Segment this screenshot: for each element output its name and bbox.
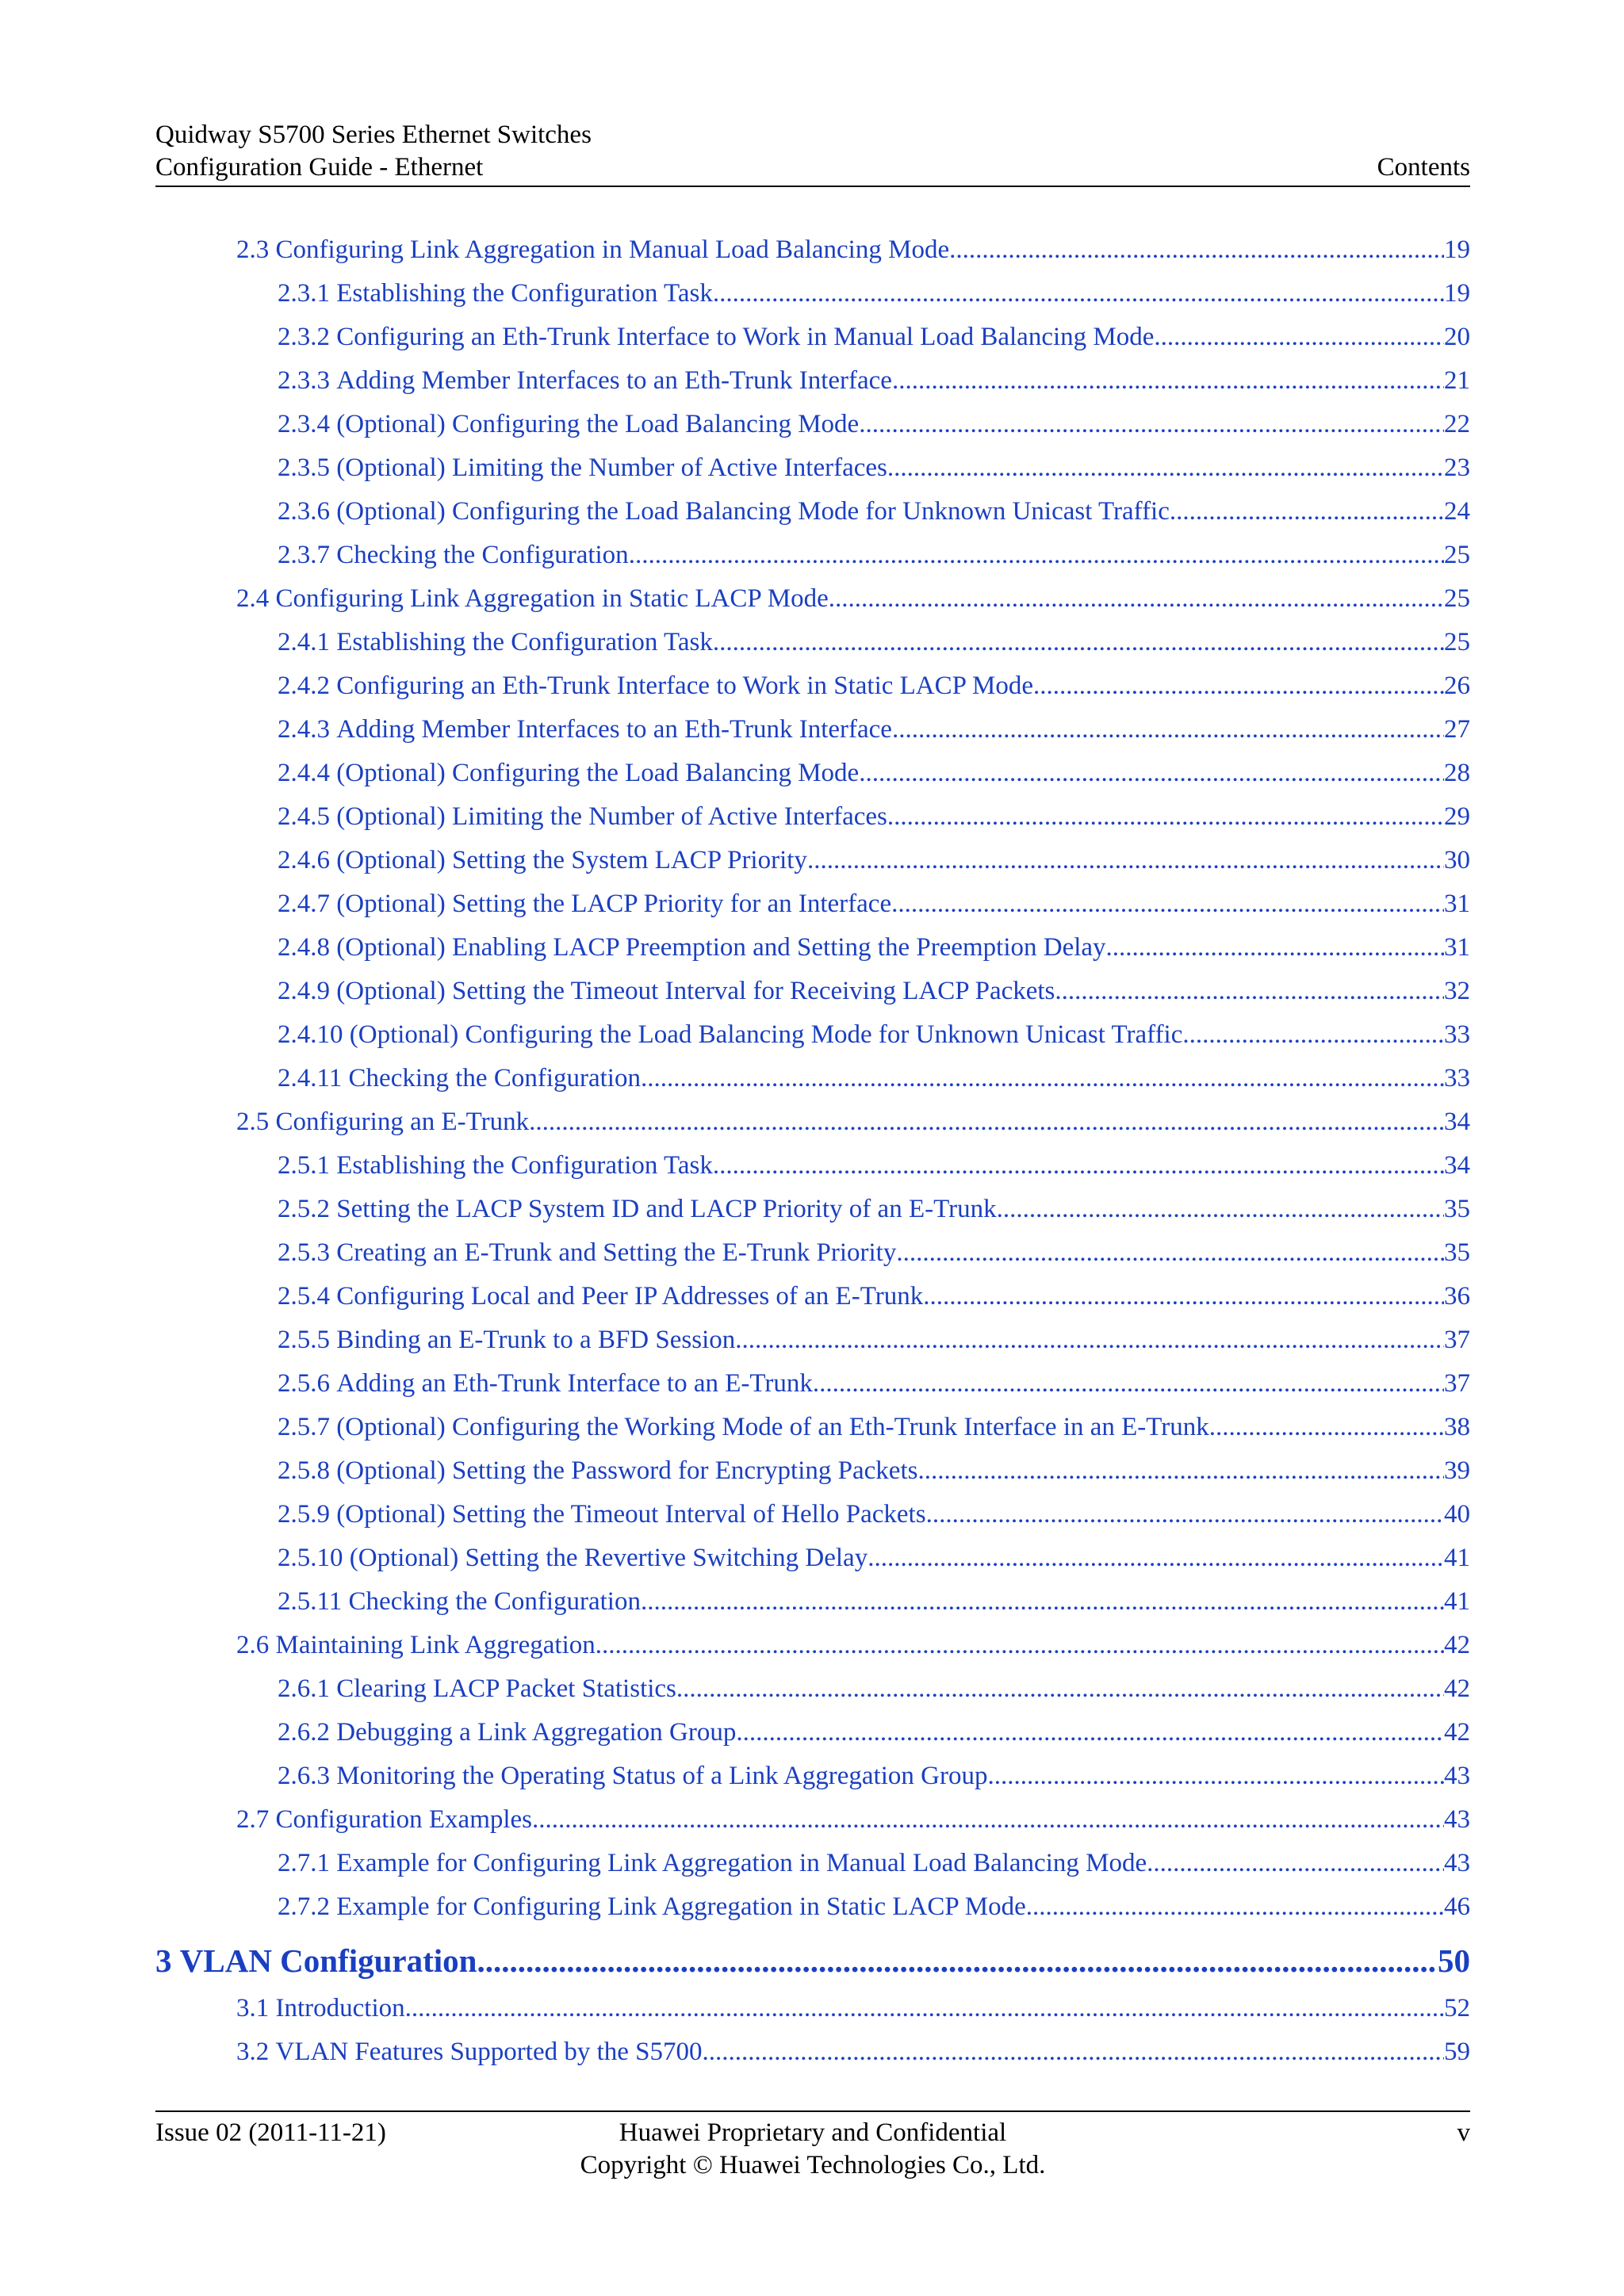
- toc-entry-number: 2.3.6: [278, 497, 330, 526]
- toc-dot-leader: [676, 1670, 1444, 1707]
- toc-entry-title: Establishing the Configuration Task: [336, 279, 713, 308]
- toc-entry-page: 19: [1444, 235, 1470, 264]
- toc-entry-page: 26: [1444, 672, 1470, 700]
- toc-entry-2-3-1[interactable]: [278, 275, 1470, 312]
- toc-entry-page: 42: [1444, 1718, 1470, 1747]
- toc-dot-leader: [1182, 1016, 1444, 1053]
- toc-entry-number: 2.4.5: [278, 802, 330, 831]
- header-section-label: Contents: [1377, 153, 1470, 182]
- toc-entry-2-5-9[interactable]: [278, 1496, 1470, 1533]
- toc-entry-page: 40: [1444, 1500, 1470, 1529]
- toc-entry-page: 33: [1444, 1064, 1470, 1093]
- footer-center: [155, 2117, 1470, 2182]
- toc-entry-page: 41: [1444, 1544, 1470, 1572]
- toc-entry-2-4-1[interactable]: [278, 624, 1470, 660]
- toc-entry-number: 2.3.4: [278, 410, 330, 438]
- toc-entry-title: Configuration Examples: [275, 1805, 533, 1834]
- toc-entry-page: 43: [1444, 1849, 1470, 1877]
- toc-entry-2-6-2[interactable]: [278, 1714, 1470, 1751]
- toc-entry-number: 2.5.10: [278, 1544, 343, 1572]
- toc-entry-title: (Optional) Configuring the Load Balancing Mode: [336, 410, 860, 438]
- toc-entry-page: 46: [1444, 1892, 1470, 1921]
- toc-dot-leader: [629, 537, 1444, 573]
- toc-entry-page: 25: [1444, 541, 1470, 569]
- toc-entry-number: 2.6.3: [278, 1762, 330, 1790]
- toc-entry-number: 2.3: [236, 235, 270, 264]
- toc-dot-leader: [1147, 1845, 1444, 1881]
- toc-entry-title: (Optional) Limiting the Number of Active Interfaces: [336, 453, 887, 482]
- toc-entry-number: 2.5.11: [278, 1587, 343, 1616]
- toc-entry-page: 36: [1444, 1282, 1470, 1311]
- toc-dot-leader: [807, 842, 1444, 878]
- toc-entry-page: 29: [1444, 802, 1470, 831]
- header-guide-title: Configuration Guide - Ethernet: [155, 153, 484, 182]
- toc-dot-leader: [859, 755, 1444, 791]
- toc-entry-page: 19: [1444, 279, 1470, 308]
- toc-entry-number: 2.6.2: [278, 1718, 330, 1747]
- toc-entry-title: Checking the Configuration: [348, 1064, 641, 1093]
- toc-dot-leader: [1170, 493, 1444, 530]
- toc-entry-title: (Optional) Setting the LACP Priority for an Interface: [336, 890, 892, 918]
- toc-entry-2-4-8[interactable]: [278, 929, 1470, 966]
- toc-dot-leader: [1154, 319, 1444, 355]
- header-product-title: Quidway S5700 Series Ethernet Switches: [155, 121, 592, 149]
- toc-entry-number: 2.5.7: [278, 1413, 330, 1441]
- toc-entry-2-5-4[interactable]: [278, 1278, 1470, 1314]
- toc-entry-2-4-4[interactable]: [278, 755, 1470, 791]
- toc-dot-leader: [529, 1104, 1444, 1140]
- toc-entry-page: 41: [1444, 1587, 1470, 1616]
- toc-entry-2-4-9[interactable]: [278, 973, 1470, 1009]
- toc-entry-title: Binding an E-Trunk to a BFD Session: [336, 1326, 736, 1354]
- toc-entry-2-4-3[interactable]: [278, 711, 1470, 748]
- toc-entry-number: 2.4.1: [278, 628, 330, 656]
- toc-entry-page: 37: [1444, 1369, 1470, 1398]
- toc-entry-2-5-1[interactable]: [278, 1147, 1470, 1184]
- toc-dot-leader: [1209, 1409, 1444, 1445]
- toc-entry-2-7-2[interactable]: [278, 1888, 1470, 1925]
- toc-dot-leader: [596, 1627, 1444, 1663]
- toc-dot-leader: [736, 1714, 1444, 1751]
- toc-entry-page: 38: [1444, 1413, 1470, 1441]
- toc-entry-title: (Optional) Configuring the Working Mode of an Eth-Trunk Interface in an E-Trunk: [336, 1413, 1209, 1441]
- toc-entry-title: (Optional) Setting the Revertive Switching Delay: [349, 1544, 868, 1572]
- toc-entry-number: 2.4.8: [278, 933, 330, 962]
- toc-entry-title: Configuring Link Aggregation in Manual Load Balancing Mode: [275, 235, 950, 264]
- toc-entry-2-5-3[interactable]: [278, 1234, 1470, 1271]
- toc-dot-leader: [703, 2034, 1444, 2070]
- toc-entry-title: (Optional) Setting the Timeout Interval of Hello Packets: [336, 1500, 926, 1529]
- toc-entry-title: Configuring an Eth-Trunk Interface to Work in Manual Load Balancing Mode: [336, 323, 1155, 351]
- toc-entry-page: 27: [1444, 715, 1470, 744]
- toc-entry-number: 2.3.7: [278, 541, 330, 569]
- toc-entry-2-4-5[interactable]: [278, 798, 1470, 835]
- toc-entry-2-4-10[interactable]: [278, 1016, 1470, 1053]
- toc-entry-title: Clearing LACP Packet Statistics: [336, 1674, 676, 1703]
- toc-entry-page: 42: [1444, 1631, 1470, 1659]
- page-header: [155, 119, 1470, 187]
- toc-dot-leader: [405, 1990, 1444, 2026]
- toc-dot-leader: [987, 1758, 1444, 1794]
- toc-entry-2-5-10[interactable]: [278, 1540, 1470, 1576]
- toc-entry-title: (Optional) Configuring the Load Balancing Mode for Unknown Unicast Traffic: [336, 497, 1170, 526]
- toc-entry-title: Configuring an E-Trunk: [275, 1108, 530, 1136]
- toc-entry-3[interactable]: [155, 1938, 1470, 1983]
- toc-entry-2-3-6[interactable]: [278, 493, 1470, 530]
- toc-entry-number: 2.5.4: [278, 1282, 330, 1311]
- toc-entry-2-5-7[interactable]: [278, 1409, 1470, 1445]
- toc-entry-page: 24: [1444, 497, 1470, 526]
- toc-entry-number: 2.6.1: [278, 1674, 330, 1703]
- toc-dot-leader: [926, 1496, 1444, 1533]
- toc-entry-number: 2.4.6: [278, 846, 330, 874]
- toc-entry-title: (Optional) Enabling LACP Preemption and Setting the Preemption Delay: [336, 933, 1106, 962]
- toc-dot-leader: [891, 886, 1444, 922]
- toc-entry-2-5-8[interactable]: [278, 1452, 1470, 1489]
- footer-copyright: Copyright © Huawei Technologies Co., Ltd.: [580, 2151, 1046, 2179]
- toc-entry-3-1[interactable]: [236, 1990, 1470, 2026]
- toc-entry-number: 2.5.6: [278, 1369, 330, 1398]
- toc-entry-page: 52: [1444, 1994, 1470, 2022]
- toc-dot-leader: [917, 1452, 1444, 1489]
- toc-entry-number: 2.4.7: [278, 890, 330, 918]
- toc-entry-number: 2.3.3: [278, 366, 330, 395]
- toc-entry-page: 20: [1444, 323, 1470, 351]
- toc-entry-2-4-7[interactable]: [278, 886, 1470, 922]
- toc-entry-2-6[interactable]: [236, 1627, 1470, 1663]
- toc-entry-number: 2.5.1: [278, 1151, 330, 1180]
- toc-entry-2-5-2[interactable]: [278, 1191, 1470, 1227]
- toc-entry-2-4[interactable]: [236, 580, 1470, 617]
- toc-entry-title: Configuring Link Aggregation in Static LACP Mode: [275, 584, 829, 613]
- toc-entry-title: Configuring an Eth-Trunk Interface to Work in Static LACP Mode: [336, 672, 1034, 700]
- toc-entry-title: (Optional) Setting the Password for Encrypting Packets: [336, 1456, 918, 1485]
- toc-entry-number: 2.3.2: [278, 323, 330, 351]
- toc-dot-leader: [892, 711, 1444, 748]
- toc-entry-page: 50: [1438, 1942, 1470, 1979]
- toc-entry-number: 2.5.3: [278, 1238, 330, 1267]
- toc-entry-title: Checking the Configuration: [348, 1587, 641, 1616]
- toc-dot-leader: [859, 406, 1444, 442]
- toc-entry-2-7[interactable]: [236, 1801, 1470, 1838]
- toc-entry-page: 22: [1444, 410, 1470, 438]
- toc-entry-page: 21: [1444, 366, 1470, 395]
- toc-dot-leader: [713, 624, 1444, 660]
- footer-confidential: Huawei Proprietary and Confidential: [619, 2118, 1007, 2147]
- toc-dot-leader: [887, 450, 1444, 486]
- toc-entry-title: Adding Member Interfaces to an Eth-Trunk Interface: [336, 366, 892, 395]
- toc-entry-page: 37: [1444, 1326, 1470, 1354]
- toc-entry-page: 25: [1444, 584, 1470, 613]
- toc-entry-2-5-6[interactable]: [278, 1365, 1470, 1402]
- toc-entry-number: 2.7.2: [278, 1892, 330, 1921]
- toc-entry-title: Adding Member Interfaces to an Eth-Trunk Interface: [336, 715, 892, 744]
- toc-dot-leader: [641, 1583, 1444, 1620]
- toc-dot-leader: [896, 1234, 1444, 1271]
- page-footer: [155, 2110, 1470, 2183]
- toc-entry-page: 23: [1444, 453, 1470, 482]
- toc-entry-title: (Optional) Configuring the Load Balancing Mode for Unknown Unicast Traffic: [349, 1020, 1183, 1049]
- toc-entry-2-4-2[interactable]: [278, 668, 1470, 704]
- toc-entry-number: 2.3.5: [278, 453, 330, 482]
- toc-dot-leader: [1026, 1888, 1444, 1925]
- toc-entry-page: 39: [1444, 1456, 1470, 1485]
- toc-entry-2-6-3[interactable]: [278, 1758, 1470, 1794]
- toc-dot-leader: [887, 798, 1444, 835]
- toc-entry-title: Configuring Local and Peer IP Addresses of an E-Trunk: [336, 1282, 924, 1311]
- toc-entry-2-3-7[interactable]: [278, 537, 1470, 573]
- toc-entry-page: 59: [1444, 2038, 1470, 2066]
- toc-entry-3-2[interactable]: [236, 2034, 1470, 2070]
- toc-entry-number: 2.5.8: [278, 1456, 330, 1485]
- footer-issue: Issue 02 (2011-11-21): [155, 2118, 386, 2147]
- toc-entry-title: Establishing the Configuration Task: [336, 628, 713, 656]
- toc-entry-2-3-5[interactable]: [278, 450, 1470, 486]
- toc-entry-2-3-3[interactable]: [278, 362, 1470, 399]
- toc-entry-number: 2.7: [236, 1805, 270, 1834]
- toc-entry-title: Setting the LACP System ID and LACP Priority of an E-Trunk: [336, 1195, 997, 1223]
- toc-entry-number: 2.3.1: [278, 279, 330, 308]
- toc-dot-leader: [813, 1365, 1444, 1402]
- toc-entry-page: 43: [1444, 1805, 1470, 1834]
- toc-entry-title: (Optional) Limiting the Number of Active Interfaces: [336, 802, 887, 831]
- toc-dot-leader: [1055, 973, 1444, 1009]
- toc-entry-number: 2.7.1: [278, 1849, 330, 1877]
- toc-entry-number: 3: [155, 1942, 172, 1979]
- toc-entry-title: Introduction: [275, 1994, 405, 2022]
- toc-entry-title: Example for Configuring Link Aggregation in Static LACP Mode: [336, 1892, 1026, 1921]
- toc-entry-2-3-2[interactable]: [278, 319, 1470, 355]
- toc-entry-number: 2.5.2: [278, 1195, 330, 1223]
- toc-entry-2-4-11[interactable]: [278, 1060, 1470, 1096]
- toc-entry-number: 3.2: [236, 2038, 270, 2066]
- toc-entry-title: (Optional) Setting the System LACP Priority: [336, 846, 807, 874]
- toc-entry-2-6-1[interactable]: [278, 1670, 1470, 1707]
- toc-dot-leader: [713, 275, 1444, 312]
- toc-entry-title: (Optional) Setting the Timeout Interval for Receiving LACP Packets: [336, 977, 1055, 1005]
- toc-entry-page: 31: [1444, 933, 1470, 962]
- toc-entry-number: 2.4.9: [278, 977, 330, 1005]
- toc-entry-page: 34: [1444, 1151, 1470, 1180]
- toc-entry-title: VLAN Configuration: [179, 1942, 477, 1979]
- toc-entry-title: VLAN Features Supported by the S5700: [275, 2038, 703, 2066]
- toc-entry-title: Creating an E-Trunk and Setting the E-Trunk Priority: [336, 1238, 897, 1267]
- toc-entry-page: 28: [1444, 759, 1470, 787]
- toc-entry-number: 2.4.11: [278, 1064, 343, 1093]
- toc-entry-title: Adding an Eth-Trunk Interface to an E-Trunk: [336, 1369, 813, 1398]
- toc-entry-number: 2.5: [236, 1108, 270, 1136]
- toc-entry-page: 35: [1444, 1195, 1470, 1223]
- toc-entry-page: 32: [1444, 977, 1470, 1005]
- toc-entry-number: 2.5.5: [278, 1326, 330, 1354]
- toc-entry-page: 35: [1444, 1238, 1470, 1267]
- toc-entry-number: 2.4.2: [278, 672, 330, 700]
- toc-dot-leader: [892, 362, 1444, 399]
- toc-entry-title: Debugging a Link Aggregation Group: [336, 1718, 737, 1747]
- toc-entry-page: 43: [1444, 1762, 1470, 1790]
- toc-entry-page: 33: [1444, 1020, 1470, 1049]
- toc-entry-number: 2.4.3: [278, 715, 330, 744]
- toc-entry-2-3[interactable]: [236, 232, 1470, 268]
- toc-entry-page: 30: [1444, 846, 1470, 874]
- toc-dot-leader: [949, 232, 1444, 268]
- toc-entry-number: 3.1: [236, 1994, 270, 2022]
- toc-dot-leader: [868, 1540, 1444, 1576]
- toc-entry-number: 2.4.10: [278, 1020, 343, 1049]
- toc-dot-leader: [641, 1060, 1444, 1096]
- toc-entry-number: 2.5.9: [278, 1500, 330, 1529]
- toc-entry-number: 2.4.4: [278, 759, 330, 787]
- toc-dot-leader: [532, 1801, 1444, 1838]
- toc-entry-title: Example for Configuring Link Aggregation in Manual Load Balancing Mode: [336, 1849, 1147, 1877]
- toc-entry-number: 2.6: [236, 1631, 270, 1659]
- toc-dot-leader: [735, 1322, 1444, 1358]
- toc-entry-page: 42: [1444, 1674, 1470, 1703]
- footer-page-number: v: [1457, 2118, 1470, 2147]
- toc-entry-title: (Optional) Configuring the Load Balancing Mode: [336, 759, 860, 787]
- toc-entry-page: 31: [1444, 890, 1470, 918]
- toc-entry-2-4-6[interactable]: [278, 842, 1470, 878]
- toc-entry-title: Checking the Configuration: [336, 541, 629, 569]
- toc-entry-2-5-5[interactable]: [278, 1322, 1470, 1358]
- toc-entry-page: 34: [1444, 1108, 1470, 1136]
- toc-entry-2-7-1[interactable]: [278, 1845, 1470, 1881]
- toc-dot-leader: [477, 1938, 1438, 1983]
- toc-entry-title: Establishing the Configuration Task: [336, 1151, 713, 1180]
- toc-entry-title: Monitoring the Operating Status of a Link Aggregation Group: [336, 1762, 988, 1790]
- toc-entry-title: Maintaining Link Aggregation: [275, 1631, 596, 1659]
- toc-dot-leader: [829, 580, 1444, 617]
- toc-entry-number: 2.4: [236, 584, 270, 613]
- toc-dot-leader: [923, 1278, 1444, 1314]
- toc-entry-2-3-4[interactable]: [278, 406, 1470, 442]
- toc-dot-leader: [1106, 929, 1444, 966]
- toc-dot-leader: [1033, 668, 1444, 704]
- toc-entry-2-5-11[interactable]: [278, 1583, 1470, 1620]
- toc-entry-page: 25: [1444, 628, 1470, 656]
- toc-dot-leader: [713, 1147, 1444, 1184]
- toc-dot-leader: [997, 1191, 1444, 1227]
- toc-entry-2-5[interactable]: [236, 1104, 1470, 1140]
